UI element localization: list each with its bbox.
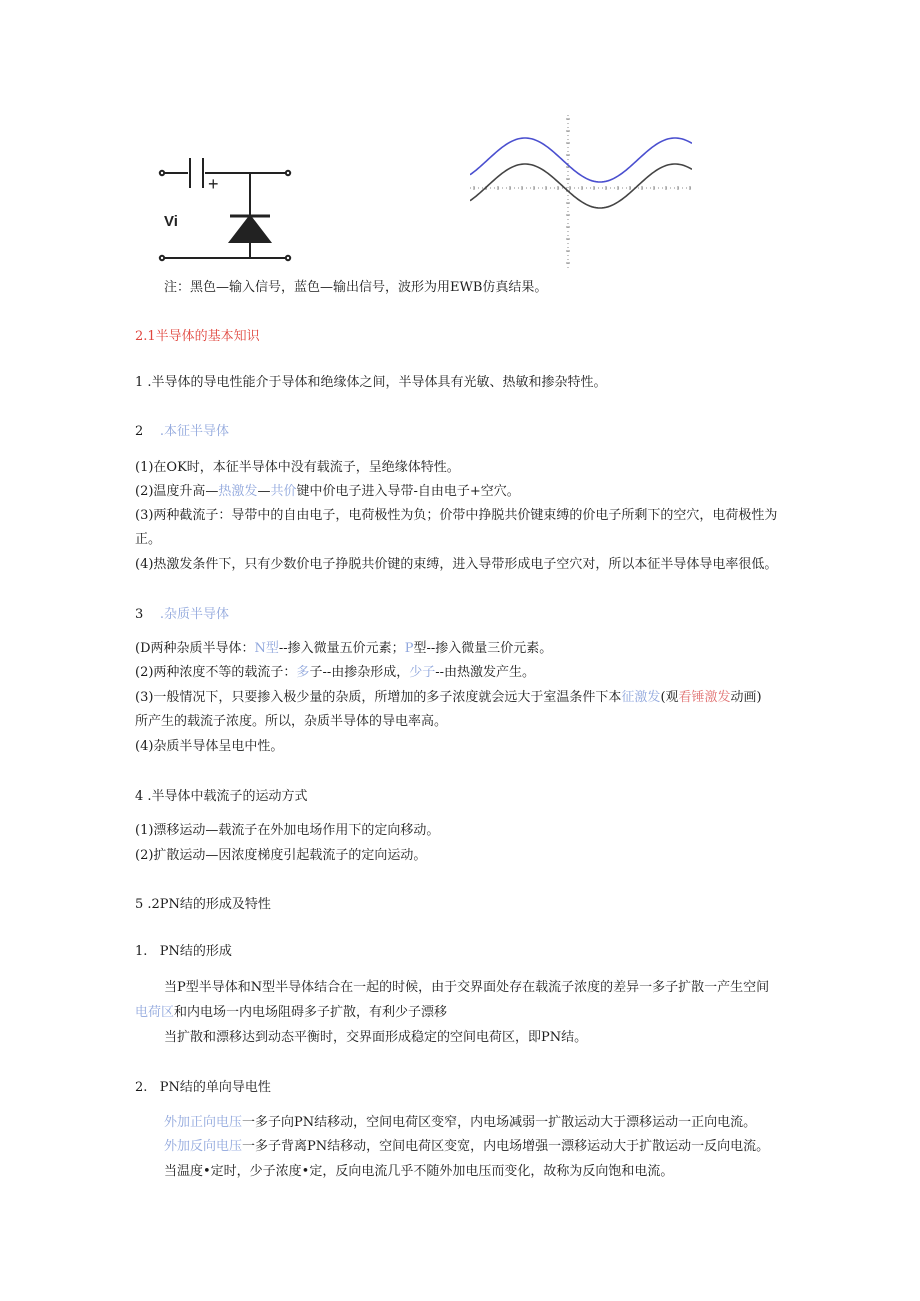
s5-para-1bc: [135, 1001, 447, 1020]
s2-line-1: (1)在OK时，本征半导体中没有载流子，呈绝缘体特性。: [135, 460, 460, 475]
link-n-type[interactable]: N型: [254, 641, 279, 656]
link-reverse-voltage[interactable]: 外加反向电压: [164, 1139, 243, 1154]
s2-l2e: 键中价电子进入导带-自由电子+空穴。: [296, 484, 520, 499]
s2-heading-text: .本征半导体: [159, 424, 229, 439]
s3-line-2: [135, 661, 535, 680]
s3-heading-text: .杂质半导体: [159, 607, 229, 622]
s5-p2b2: 一多子背离PN结移动，空间电荷区变宽，内电场增强一漂移运动大于扩散运动一反向电流。: [242, 1139, 770, 1154]
waveform-simulation-plot: [470, 115, 692, 270]
s5-para-2b: [164, 1135, 769, 1154]
vi-label: Vi: [164, 213, 178, 230]
para-1: 1 .半导体的导电性能介于导体和绝缘体之间，半导体具有光敏、热敏和掺杂特性。: [135, 375, 607, 390]
s3-line-3f: 所产生的载流子浓度。所以，杂质半导体的导电率高。: [135, 714, 448, 729]
s2-heading-num: 2: [135, 424, 144, 439]
link-covalent[interactable]: 共价: [270, 484, 297, 499]
s2-heading: [135, 420, 229, 439]
s3-l2a: (2)两种浓度不等的载流子：: [135, 665, 297, 680]
s5-para-2c: 当温度•定时，少子浓度•定，反向电流几乎不随外加电压而变化，故称为反向饱和电流。: [164, 1164, 674, 1179]
s2-l2c: —: [257, 484, 271, 499]
capacitor-plus-label: +: [208, 174, 219, 194]
link-minority[interactable]: 少子: [409, 665, 436, 680]
s3-line-3: [135, 686, 762, 705]
s2-line-2: [135, 480, 520, 499]
s2-line-4: (4)热激发条件下，只有少数价电子挣脱共价键的束缚，进入导带形成电子空穴对，所以本征半导体导电率很低。: [135, 557, 778, 572]
link-p-type[interactable]: P: [404, 641, 414, 656]
s2-l2a: (2)温度升高—: [135, 484, 219, 499]
section-title: 2.1半导体的基本知识: [135, 329, 260, 344]
s5-heading: 5 .2PN结的形成及特性: [135, 897, 271, 912]
link-majority[interactable]: 多: [296, 665, 310, 680]
output-signal-curve: [470, 138, 692, 182]
s3-heading: [135, 603, 229, 622]
figure-note: 注：黑色—输入信号，蓝色—输出信号，波形为用EWB仿真结果。: [164, 280, 548, 295]
link-thermal-excitation[interactable]: 热激发: [218, 484, 258, 499]
link-forward-voltage[interactable]: 外加正向电压: [164, 1115, 243, 1130]
s4-heading: 4 .半导体中载流子的运动方式: [135, 789, 308, 804]
s5-sub-2: 2. PN结的单向导电性: [135, 1080, 271, 1095]
s5-para-2a: [164, 1111, 756, 1130]
link-space-charge-region[interactable]: 电荷区: [135, 1005, 175, 1020]
s2-line-3b: 正。: [135, 532, 162, 547]
s5-p2a2: 一多子向PN结移动，空间电荷区变窄，内电场减弱一扩散运动大于漂移运动一正向电流。: [242, 1115, 757, 1130]
s3-l1e: 型--掺入微量三价元素。: [413, 641, 553, 656]
s3-l3c: (观: [660, 690, 679, 705]
s5-para-1d: 当扩散和漂移达到动态平衡时，交界面形成稳定的空间电荷区，即PN结。: [164, 1030, 588, 1045]
link-intrinsic-excitation[interactable]: 征激发: [621, 690, 661, 705]
s3-line-1: [135, 637, 552, 656]
s4-line-2: (2)扩散运动—因浓度梯度引起载流子的定向运动。: [135, 848, 427, 863]
link-animation[interactable]: 看锤激发: [678, 690, 731, 705]
s3-l1c: --掺入微量五价元素；: [278, 641, 405, 656]
s3-l3a: (3)一般情况下，只要掺入极少量的杂质，所增加的多子浓度就会远大于室温条件下本: [135, 690, 622, 705]
s5-para-1a: 当P型半导体和N型半导体结合在一起的时候，由于交界面处存在载流子浓度的差异一多子扩散一产生空间: [164, 980, 770, 995]
s5-p1c: 和内电场一内电场阻碍多子扩散，有利少子漂移: [174, 1005, 448, 1020]
s3-l2e: --由热激发产生。: [435, 665, 536, 680]
s3-heading-num: 3: [135, 607, 144, 622]
s3-l1a: (D两种杂质半导体：: [135, 641, 255, 656]
s3-l3e: 动画): [730, 690, 762, 705]
s3-line-4: (4)杂质半导体呈电中性。: [135, 739, 284, 754]
clamper-circuit-diagram: [150, 150, 300, 270]
s2-line-3: (3)两种截流子：导带中的自由电子，电荷极性为负；价带中挣脱共价键束缚的价电子所剩下的空穴，电荷极性为: [135, 508, 778, 523]
s3-l2c: 子--由掺杂形成，: [309, 665, 410, 680]
input-signal-curve: [470, 164, 692, 208]
s4-line-1: (1)漂移运动—载流子在外加电场作用下的定向移动。: [135, 823, 440, 838]
s5-sub-1: 1. PN结的形成: [135, 944, 232, 959]
